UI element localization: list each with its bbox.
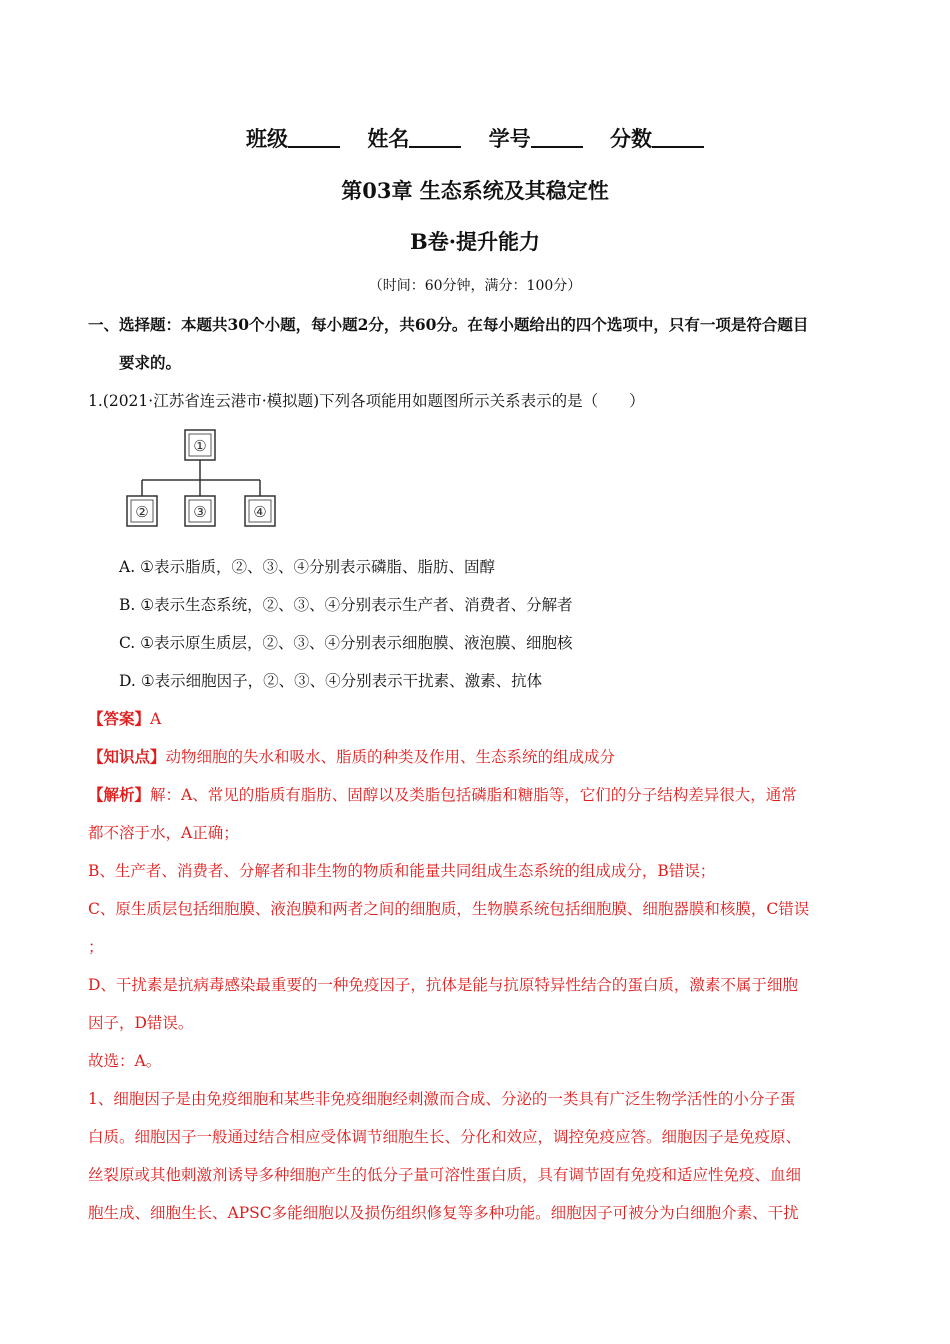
class-field: 班级 bbox=[246, 126, 340, 151]
class-blank[interactable] bbox=[288, 126, 340, 148]
student-id-blank[interactable] bbox=[531, 126, 583, 148]
note-line2: 白质。细胞因子一般通过结合相应受体调节细胞生长、分化和效应，调控免疫应答。细胞因子是免疫原、 bbox=[88, 1128, 802, 1146]
node-4-label: ④ bbox=[253, 503, 267, 521]
name-blank[interactable] bbox=[409, 126, 461, 148]
answer-line: 【答案】A bbox=[88, 709, 162, 728]
section-instruction-line2: 要求的。 bbox=[119, 353, 182, 372]
score-blank[interactable] bbox=[652, 126, 704, 148]
student-info-header bbox=[0, 123, 950, 153]
analysis-b: B、生产者、消费者、分解者和非生物的物质和能量共同组成生态系统的组成成分，B错误； bbox=[88, 862, 716, 880]
node-2-label: ② bbox=[135, 503, 149, 521]
node-3-label: ③ bbox=[193, 503, 207, 521]
section-instruction-line1: 一、选择题：本题共30个小题，每小题2分，共60分。在每小题给出的四个选项中，只有一项是符合题目 bbox=[88, 315, 809, 334]
option-d[interactable]: D. ①表示细胞因子，②、③、④分别表示干扰素、激素、抗体 bbox=[119, 672, 543, 690]
option-b[interactable]: B. ①表示生态系统，②、③、④分别表示生产者、消费者、分解者 bbox=[119, 596, 573, 614]
option-c[interactable]: C. ①表示原生质层，②、③、④分别表示细胞膜、液泡膜、细胞核 bbox=[119, 634, 573, 652]
node-1-label: ① bbox=[193, 437, 207, 455]
analysis-line2: 都不溶于水，A正确； bbox=[88, 824, 239, 842]
chapter-title: 第03章 生态系统及其稳定性 bbox=[341, 178, 609, 203]
analysis-d-line2: 因子，D错误。 bbox=[88, 1014, 194, 1032]
analysis-d-line1: D、干扰素是抗病毒感染最重要的一种免疫因子，抗体是能与抗原特异性结合的蛋白质，激素不属于细胞 bbox=[88, 976, 798, 994]
hierarchy-diagram bbox=[120, 425, 290, 535]
time-note: （时间：60分钟，满分：100分） bbox=[368, 278, 582, 294]
student-id-field: 学号 bbox=[489, 126, 583, 151]
analysis-c-line1: C、原生质层包括细胞膜、液泡膜和两者之间的细胞质，生物膜系统包括细胞膜、细胞器膜和核膜，C错误 bbox=[88, 900, 810, 918]
note-line4: 胞生成、细胞生长、APSC多能细胞以及损伤组织修复等多种功能。细胞因子可被分为白细胞介素、干扰 bbox=[88, 1204, 799, 1222]
option-a[interactable]: A. ①表示脂质，②、③、④分别表示磷脂、脂肪、固醇 bbox=[119, 558, 495, 576]
score-field: 分数 bbox=[610, 126, 704, 151]
volume-title: B卷·提升能力 bbox=[409, 229, 541, 254]
analysis-c-line2: ； bbox=[88, 938, 104, 956]
name-field: 姓名 bbox=[367, 126, 461, 151]
question-stem: 1.(2021·江苏省连云港市·模拟题)下列各项能用如题图所示关系表示的是（ ） bbox=[88, 392, 645, 410]
note-line1: 1、细胞因子是由免疫细胞和某些非免疫细胞经刺激而合成、分泌的一类具有广泛生物学活性的小分子蛋 bbox=[88, 1090, 796, 1108]
knowledge-line: 【知识点】动物细胞的失水和吸水、脂质的种类及作用、生态系统的组成成分 bbox=[88, 747, 616, 766]
note-line3: 丝裂原或其他刺激剂诱导多种细胞产生的低分子量可溶性蛋白质，具有调节固有免疫和适应性免疫、血细 bbox=[88, 1166, 802, 1184]
analysis-line1: 【解析】解：A、常见的脂质有脂肪、固醇以及类脂包括磷脂和糖脂等，它们的分子结构差异很大，通常 bbox=[88, 785, 797, 804]
conclusion-line: 故选：A。 bbox=[88, 1052, 162, 1070]
